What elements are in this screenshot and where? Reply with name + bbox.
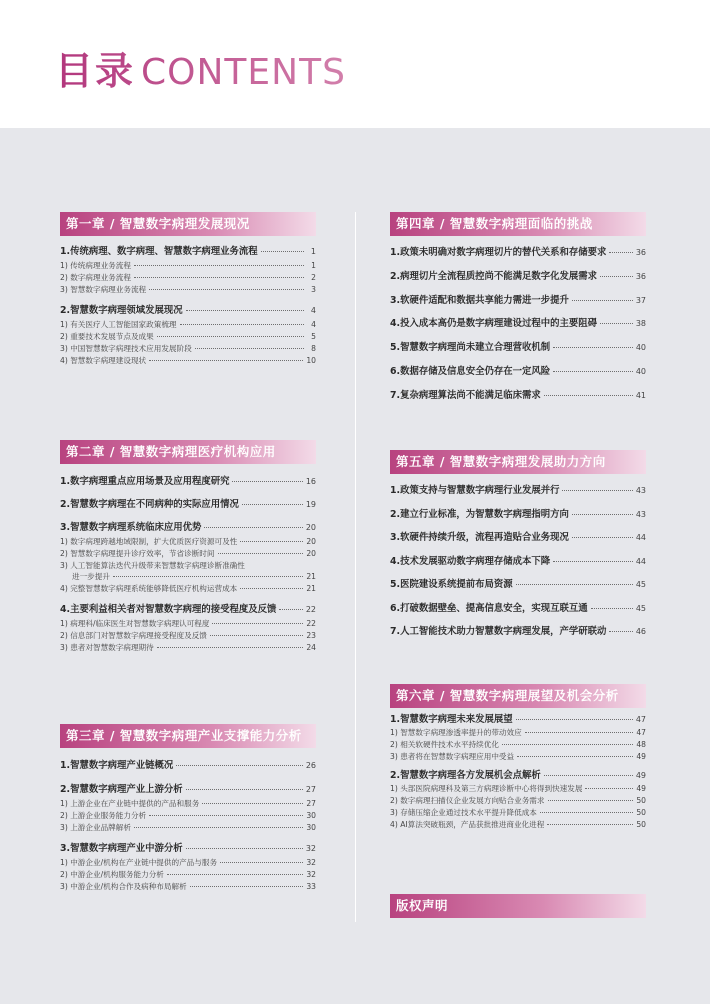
toc-subsection[interactable] bbox=[390, 807, 646, 819]
leader-dots bbox=[149, 289, 304, 290]
leader-dots bbox=[202, 803, 303, 804]
toc-section[interactable] bbox=[60, 303, 316, 319]
toc-subsection[interactable] bbox=[60, 319, 316, 331]
toc-section[interactable] bbox=[60, 520, 316, 536]
toc-section[interactable] bbox=[390, 508, 646, 522]
leader-dots bbox=[134, 827, 303, 828]
toc-subsection[interactable] bbox=[60, 260, 316, 272]
section-page-number: 40 bbox=[635, 366, 646, 376]
chapter-title-bar[interactable]: 第二章 / 智慧数字病理医疗机构应用 bbox=[60, 440, 316, 464]
section-page-number: 43 bbox=[635, 486, 646, 495]
subsection-label: 3) 患者将在智慧数字病理应用中受益 bbox=[390, 751, 515, 761]
toc-section[interactable] bbox=[390, 389, 646, 403]
subsection-page-number: 50 bbox=[636, 796, 646, 806]
toc-section[interactable] bbox=[60, 602, 316, 618]
subsection-page-number: 10 bbox=[306, 355, 316, 365]
subsection-label: 2) 上游企业服务能力分析 bbox=[60, 810, 147, 820]
chapter-title-bar[interactable]: 第六章 / 智慧数字病理展望及机会分析 bbox=[390, 684, 646, 708]
section-page-number: 36 bbox=[635, 271, 646, 281]
leader-dots bbox=[167, 874, 303, 875]
subsection-label: 3) 存储压缩企业通过技术水平提升降低成本 bbox=[390, 807, 537, 817]
toc-subsection[interactable] bbox=[390, 819, 646, 831]
subsection-label: 3) 中游企业/机构合作及病种布局解析 bbox=[60, 881, 187, 891]
section-label: 1.智慧数字病理产业链概况 bbox=[60, 760, 174, 771]
leader-dots bbox=[600, 276, 633, 277]
subsection-label: 1) 数字病理跨越地域限制，扩大优质医疗资源可及性 bbox=[60, 537, 238, 546]
toc-subsection[interactable] bbox=[390, 751, 646, 763]
toc-section[interactable] bbox=[390, 365, 646, 379]
subsection-page-number: 30 bbox=[306, 822, 316, 832]
subsection-page-number: 49 bbox=[636, 751, 646, 761]
leader-dots bbox=[502, 744, 633, 745]
subsection-label: 1) 传统病理业务流程 bbox=[60, 261, 131, 270]
page-title bbox=[55, 40, 346, 95]
leader-dots bbox=[516, 719, 633, 720]
section-label: 3.智慧数字病理产业中游分析 bbox=[60, 843, 183, 855]
section-page-number: 20 bbox=[305, 523, 316, 532]
section-label: 5.智慧数字病理尚未建立合理营收机制 bbox=[390, 342, 551, 354]
toc-section[interactable] bbox=[60, 244, 316, 260]
subsection-page-number: 21 bbox=[306, 584, 316, 594]
leader-dots bbox=[572, 537, 633, 538]
toc-section[interactable] bbox=[390, 246, 646, 260]
leader-dots bbox=[562, 490, 632, 491]
column-divider bbox=[355, 212, 356, 922]
toc-section[interactable] bbox=[390, 555, 646, 569]
section-page-number: 45 bbox=[635, 580, 646, 590]
section-label: 1.传统病理、数字病理、智慧数字病理业务流程 bbox=[60, 246, 258, 257]
subsection-page-number: 4 bbox=[311, 320, 316, 330]
subsection-label: 4) 完整智慧数字病理系统能够降低医疗机构运营成本 bbox=[60, 584, 238, 594]
subsection-label: 2) 中游企业/机构服务能力分析 bbox=[60, 870, 164, 880]
subsection-page-number: 20 bbox=[306, 548, 316, 558]
subsection-label: 4) AI算法突破瓶颈，产品获批推进商业化进程 bbox=[390, 819, 545, 829]
subsection-page-number: 48 bbox=[636, 739, 646, 749]
toc-subsection[interactable] bbox=[60, 331, 316, 343]
toc-subsection[interactable] bbox=[60, 343, 316, 355]
leader-dots bbox=[261, 251, 304, 252]
subsection-label: 1) 病理科/临床医生对智慧数字病理认可程度 bbox=[60, 618, 210, 628]
subsection-label: 3) 人工智能算法迭代升级带来智慧数字病理诊断准确性 bbox=[60, 560, 245, 570]
leader-dots bbox=[544, 775, 633, 776]
subsection-page-number: 1 bbox=[311, 261, 316, 270]
subsection-page-number: 21 bbox=[306, 572, 316, 582]
toc-section[interactable] bbox=[390, 768, 646, 783]
subsection-page-number: 47 bbox=[636, 728, 646, 737]
subsection-label-line2: 进一步提升 bbox=[72, 572, 110, 582]
toc-section[interactable] bbox=[60, 474, 316, 490]
leader-dots bbox=[279, 609, 302, 610]
toc-section[interactable] bbox=[390, 531, 646, 545]
leader-dots bbox=[547, 824, 633, 825]
toc-section[interactable] bbox=[390, 602, 646, 616]
leader-dots bbox=[540, 812, 633, 813]
section-page-number: 46 bbox=[635, 627, 646, 637]
subsection-page-number: 33 bbox=[306, 881, 316, 891]
leader-dots bbox=[591, 608, 633, 609]
section-page-number: 26 bbox=[305, 761, 316, 770]
chapter-title-bar[interactable]: 第四章 / 智慧数字病理面临的挑战 bbox=[390, 212, 646, 236]
subsection-label: 3) 中国智慧数字病理技术应用发展阶段 bbox=[60, 343, 192, 353]
toc-subsection[interactable] bbox=[60, 810, 316, 822]
subsection-page-number: 49 bbox=[636, 784, 646, 794]
toc-subsection[interactable] bbox=[60, 642, 316, 654]
leader-dots bbox=[242, 504, 303, 505]
section-label: 4.技术发展驱动数字病理存储成本下降 bbox=[390, 555, 551, 567]
subsection-page-number: 23 bbox=[306, 630, 316, 640]
chapter-4 bbox=[390, 212, 646, 403]
toc-section[interactable] bbox=[60, 497, 316, 513]
subsection-label: 2) 信息部门对智慧数字病理接受程度及反馈 bbox=[60, 630, 207, 640]
chapter-2 bbox=[60, 440, 316, 653]
leader-dots bbox=[600, 323, 633, 324]
subsection-label: 2) 重要技术发展节点及成果 bbox=[60, 332, 154, 342]
leader-dots bbox=[186, 310, 304, 311]
toc-subsection[interactable] bbox=[60, 560, 316, 572]
subsection-label: 2) 数字病理业务流程 bbox=[60, 272, 131, 282]
section-label: 1.智慧数字病理未来发展展望 bbox=[390, 714, 513, 725]
section-page-number: 19 bbox=[305, 500, 316, 509]
section-page-number: 4 bbox=[310, 306, 316, 316]
section-page-number: 47 bbox=[635, 715, 646, 724]
leader-dots bbox=[134, 277, 304, 278]
toc-subsection[interactable] bbox=[60, 583, 316, 595]
section-label: 7.人工智能技术助力智慧数字病理发展，产学研联动 bbox=[390, 626, 607, 638]
leader-dots bbox=[157, 647, 304, 648]
subsection-page-number: 3 bbox=[311, 284, 316, 294]
subsection-label: 1) 头部医院病理科及第三方病理诊断中心将得到快速发展 bbox=[390, 784, 583, 794]
toc-section[interactable] bbox=[390, 484, 646, 498]
section-page-number: 38 bbox=[635, 319, 646, 329]
section-label: 2.智慧数字病理产业上游分析 bbox=[60, 784, 183, 795]
leader-dots bbox=[553, 347, 633, 348]
toc-section[interactable] bbox=[390, 712, 646, 727]
leader-dots bbox=[204, 527, 302, 528]
chapter-3 bbox=[60, 724, 316, 893]
toc-section[interactable] bbox=[390, 341, 646, 355]
section-page-number: 16 bbox=[305, 477, 316, 486]
chapter-6 bbox=[390, 684, 646, 831]
toc-subsection[interactable] bbox=[390, 795, 646, 807]
subsection-label: 2) 智慧数字病理提升诊疗效率，节省诊断时间 bbox=[60, 548, 215, 558]
toc-subsection[interactable] bbox=[60, 536, 316, 548]
chapter-7 bbox=[390, 894, 646, 918]
subsection-page-number: 20 bbox=[306, 537, 316, 546]
toc-subsection[interactable] bbox=[60, 272, 316, 284]
toc-subsection[interactable] bbox=[60, 618, 316, 630]
leader-dots bbox=[176, 765, 303, 766]
toc-subsection[interactable] bbox=[60, 798, 316, 810]
leader-dots bbox=[190, 886, 304, 887]
section-label: 3.智慧数字病理系统临床应用优势 bbox=[60, 522, 202, 533]
page-title-cn: 目录 bbox=[55, 49, 136, 93]
leader-dots bbox=[218, 553, 304, 554]
section-label: 2.智慧数字病理领域发展现况 bbox=[60, 305, 183, 317]
section-label: 7.复杂病理算法尚不能满足临床需求 bbox=[390, 389, 541, 401]
leader-dots bbox=[220, 862, 303, 863]
section-page-number: 37 bbox=[635, 295, 646, 305]
toc-subsection[interactable] bbox=[60, 869, 316, 881]
subsection-page-number: 22 bbox=[306, 618, 316, 628]
leader-dots bbox=[548, 800, 634, 801]
section-label: 2.智慧数字病理各方发展机会点解析 bbox=[390, 770, 541, 782]
page-title-en: CONTENTS bbox=[141, 52, 346, 93]
toc-subsection[interactable] bbox=[60, 630, 316, 642]
section-page-number: 41 bbox=[635, 390, 646, 400]
toc-subsection[interactable] bbox=[60, 822, 316, 834]
subsection-page-number: 27 bbox=[306, 799, 316, 808]
section-label: 1.政策未明确对数字病理切片的替代关系和存储要求 bbox=[390, 247, 607, 258]
section-page-number: 44 bbox=[635, 533, 646, 543]
leader-dots bbox=[149, 360, 303, 361]
toc-subsection[interactable] bbox=[60, 355, 316, 367]
leader-dots bbox=[553, 561, 633, 562]
subsection-label: 1) 中游企业/机构在产业链中提供的产品与服务 bbox=[60, 858, 218, 868]
toc-section[interactable] bbox=[390, 578, 646, 592]
leader-dots bbox=[232, 481, 302, 482]
leader-dots bbox=[553, 371, 633, 372]
subsection-page-number: 2 bbox=[311, 272, 316, 282]
subsection-page-number: 30 bbox=[306, 810, 316, 820]
toc-subsection[interactable] bbox=[60, 857, 316, 869]
toc-subsection[interactable] bbox=[390, 739, 646, 751]
toc-section[interactable] bbox=[390, 270, 646, 284]
leader-dots bbox=[212, 623, 303, 624]
leader-dots bbox=[544, 395, 633, 396]
leader-dots bbox=[149, 815, 303, 816]
leader-dots bbox=[240, 541, 303, 542]
leader-dots bbox=[195, 348, 304, 349]
subsection-page-number: 8 bbox=[311, 343, 316, 353]
subsection-label: 1) 智慧数字病理渗透率提升的带动效应 bbox=[390, 728, 522, 737]
section-page-number: 44 bbox=[635, 556, 646, 566]
chapter-title-bar[interactable]: 第五章 / 智慧数字病理发展助力方向 bbox=[390, 450, 646, 474]
leader-dots bbox=[180, 324, 304, 325]
section-page-number: 43 bbox=[635, 509, 646, 519]
leader-dots bbox=[157, 336, 304, 337]
page-header bbox=[0, 0, 710, 128]
subsection-page-number: 50 bbox=[636, 819, 646, 829]
subsection-label: 4) 智慧数字病理建设现状 bbox=[60, 355, 147, 365]
toc-subsection[interactable] bbox=[390, 783, 646, 795]
section-label: 1.数字病理重点应用场景及应用程度研究 bbox=[60, 476, 230, 487]
leader-dots bbox=[210, 635, 303, 636]
leader-dots bbox=[113, 576, 303, 577]
subsection-label: 1) 上游企业在产业链中提供的产品和服务 bbox=[60, 799, 200, 808]
leader-dots bbox=[240, 588, 303, 589]
leader-dots bbox=[134, 265, 304, 266]
leader-dots bbox=[186, 848, 303, 849]
subsection-page-number: 50 bbox=[636, 807, 646, 817]
section-page-number: 27 bbox=[305, 785, 316, 794]
leader-dots bbox=[572, 514, 633, 515]
chapter-title-bar[interactable]: 第一章 / 智慧数字病理发展现况 bbox=[60, 212, 316, 236]
leader-dots bbox=[525, 732, 634, 733]
toc-subsection[interactable] bbox=[60, 881, 316, 893]
section-label: 4.投入成本高仍是数字病理建设过程中的主要阻碍 bbox=[390, 318, 597, 330]
section-label: 3.软硬件适配和数据共享能力需进一步提升 bbox=[390, 294, 569, 306]
leader-dots bbox=[186, 789, 303, 790]
leader-dots bbox=[572, 300, 633, 301]
subsection-page-number: 24 bbox=[306, 642, 316, 652]
section-label: 6.数据存储及信息安全仍存在一定风险 bbox=[390, 365, 551, 377]
toc-section[interactable] bbox=[60, 782, 316, 798]
section-page-number: 32 bbox=[305, 844, 316, 854]
subsection-label: 3) 上游企业品牌解析 bbox=[60, 822, 131, 832]
toc-subsection[interactable] bbox=[60, 548, 316, 560]
section-page-number: 22 bbox=[305, 604, 316, 614]
toc-section[interactable] bbox=[390, 625, 646, 639]
subsection-label: 3) 患者对智慧数字病理期待 bbox=[60, 642, 154, 652]
chapter-1 bbox=[60, 212, 316, 367]
leader-dots bbox=[609, 252, 632, 253]
section-label: 3.软硬件持续升级，流程再造贴合业务现况 bbox=[390, 532, 569, 544]
section-page-number: 36 bbox=[635, 248, 646, 257]
leader-dots bbox=[585, 788, 633, 789]
subsection-label: 2) 相关软硬件技术水平持续优化 bbox=[390, 739, 499, 749]
section-label: 4.主要利益相关者对智慧数字病理的接受程度及反馈 bbox=[60, 603, 277, 615]
toc-section[interactable] bbox=[390, 317, 646, 331]
leader-dots bbox=[609, 631, 632, 632]
section-label: 2.建立行业标准，为智慧数字病理指明方向 bbox=[390, 508, 569, 520]
section-label: 2.智慧数字病理在不同病种的实际应用情况 bbox=[60, 499, 239, 510]
subsection-label: 2) 数字病理扫描仪企业发展方向贴合业务需求 bbox=[390, 796, 545, 806]
chapter-title-bar[interactable]: 第三章 / 智慧数字病理产业支撑能力分析 bbox=[60, 724, 316, 748]
subsection-page-number: 5 bbox=[311, 332, 316, 342]
leader-dots bbox=[517, 756, 633, 757]
section-label: 2.病理切片全流程质控尚不能满足数字化发展需求 bbox=[390, 270, 597, 282]
section-page-number: 45 bbox=[635, 603, 646, 613]
section-label: 6.打破数据壁垒、提高信息安全，实现互联互通 bbox=[390, 602, 588, 614]
chapter-title-bar[interactable]: 版权声明 bbox=[390, 894, 646, 918]
section-label: 1.政策支持与智慧数字病理行业发展并行 bbox=[390, 485, 560, 496]
section-page-number: 40 bbox=[635, 343, 646, 353]
subsection-label: 3) 智慧数字病理业务流程 bbox=[60, 284, 147, 294]
toc-section[interactable] bbox=[60, 758, 316, 774]
section-label: 5.医院建设系统提前布局资源 bbox=[390, 579, 513, 591]
subsection-page-number: 32 bbox=[306, 858, 316, 868]
leader-dots bbox=[516, 584, 633, 585]
toc-section[interactable] bbox=[60, 841, 316, 857]
subsection-page-number: 32 bbox=[306, 870, 316, 880]
chapter-5 bbox=[390, 450, 646, 640]
toc-subsection-continued[interactable] bbox=[60, 571, 316, 583]
toc-subsection[interactable] bbox=[60, 284, 316, 296]
toc-subsection[interactable] bbox=[390, 727, 646, 739]
toc-section[interactable] bbox=[390, 294, 646, 308]
section-page-number: 49 bbox=[635, 771, 646, 781]
subsection-label: 1) 有关医疗人工智能国家政策梳理 bbox=[60, 320, 177, 330]
section-page-number: 1 bbox=[310, 247, 316, 256]
